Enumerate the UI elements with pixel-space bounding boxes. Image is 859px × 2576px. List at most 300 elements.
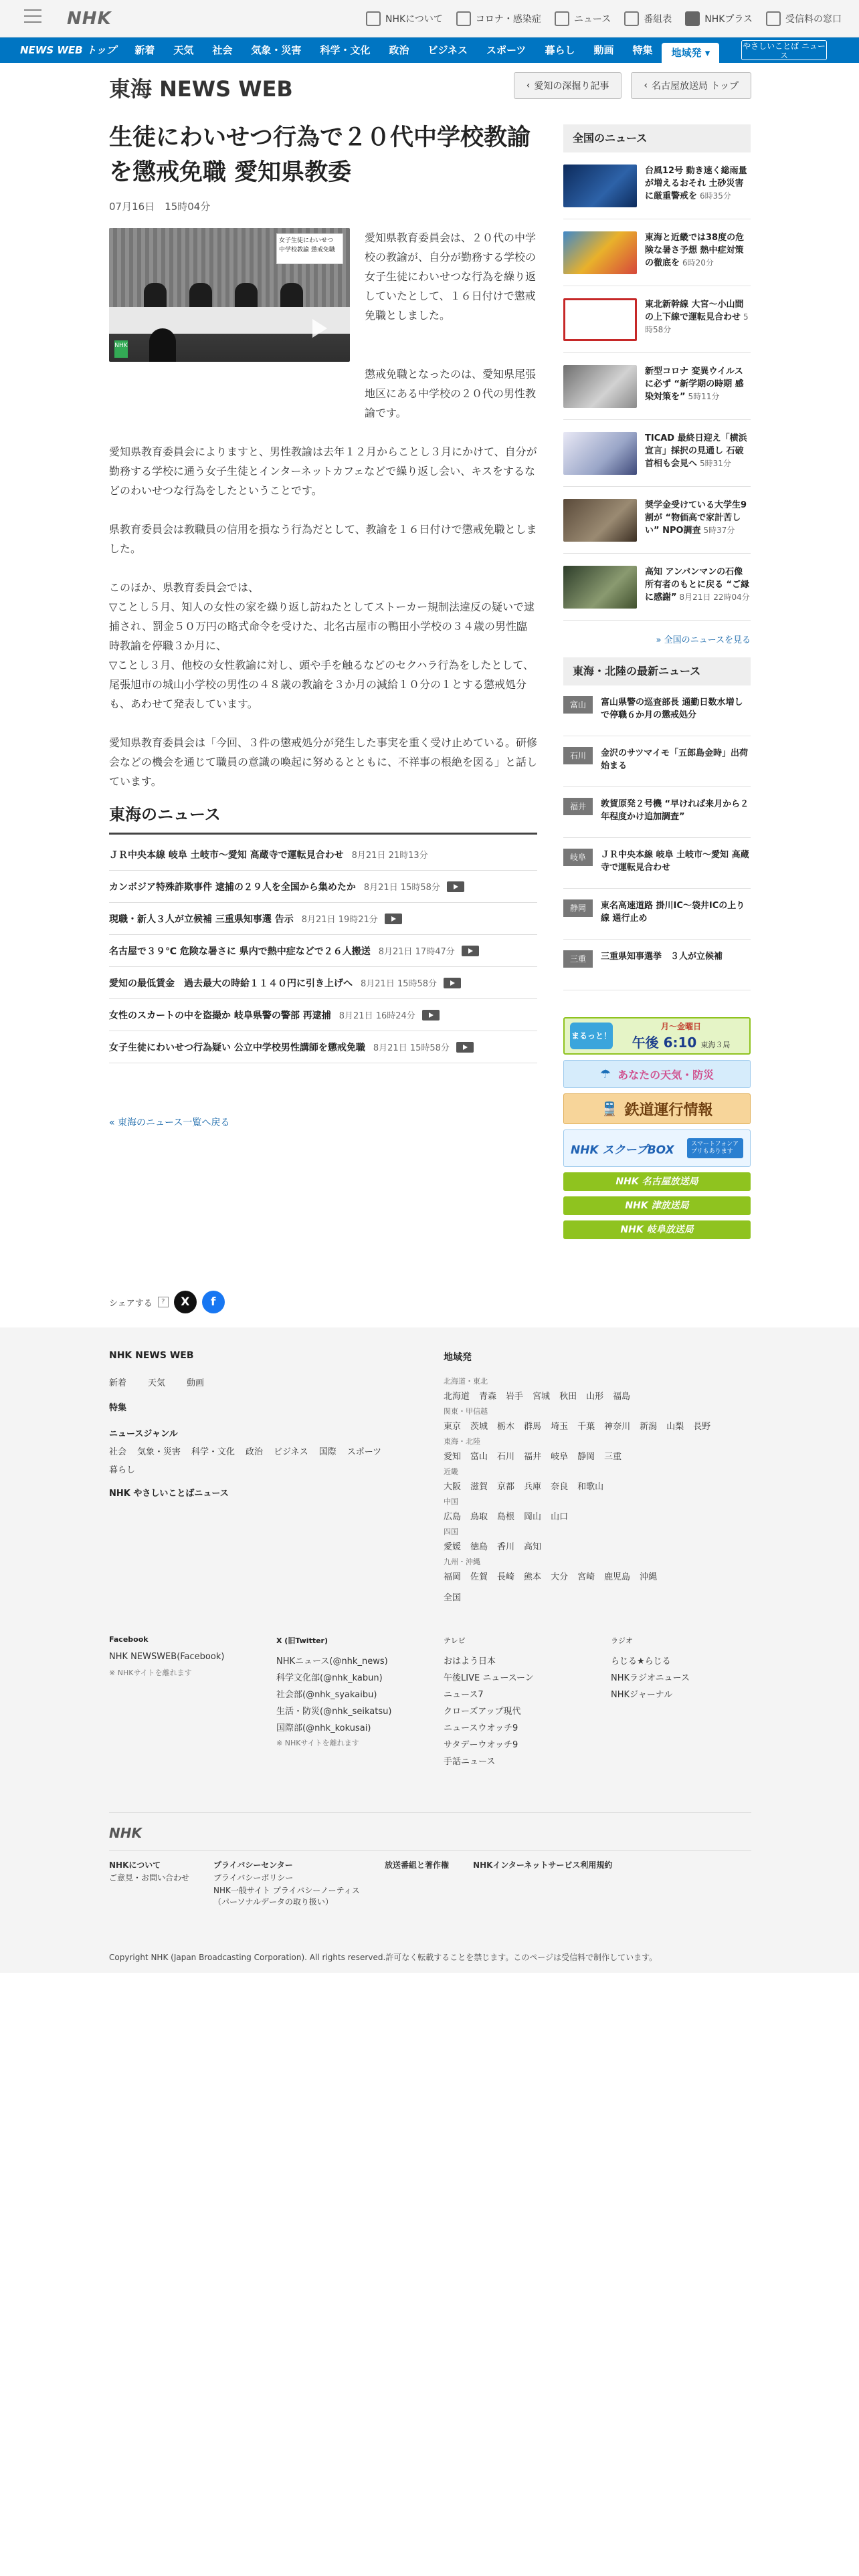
article-body: [109, 364, 537, 791]
footer-news-web: [109, 1350, 417, 1499]
national-news-date: 8月21日 22時04分: [679, 593, 750, 602]
back-link-label: 東海のニュース一覧へ戻る: [118, 1117, 230, 1128]
footer-region-block: [444, 1466, 751, 1492]
tokai-news-date: 8月21日 15時58分: [363, 883, 440, 893]
national-news-title: 東海と近畿では38度の危険な暑さ予想 熱中症対策の徹底を: [645, 233, 745, 268]
video-icon: [447, 881, 464, 892]
footer-genre-link[interactable]: スポーツ: [347, 1447, 382, 1457]
footer-pref-link[interactable]: 沖縄: [640, 1572, 658, 1582]
footer-regions: [444, 1350, 751, 1603]
video-icon: [422, 1010, 440, 1021]
footer-tv: [444, 1635, 611, 1771]
footer-region-block: [444, 1526, 751, 1552]
news-icon: [555, 11, 569, 26]
show-time-row: [618, 1032, 744, 1051]
utility-news-label: ニュース: [573, 14, 611, 25]
x-link-list: [276, 1654, 444, 1733]
footer-pref-link[interactable]: 宮崎: [577, 1572, 595, 1582]
video-icon: [462, 946, 479, 956]
tokai-news-item[interactable]: [109, 967, 537, 999]
tv-program-link[interactable]: 午後LIVE ニュースーン: [444, 1673, 534, 1683]
region-news-item[interactable]: [563, 838, 751, 889]
national-news-title: 高知 アンパンマンの石像 所有者のもとに戻る “ご縁に感謝”: [645, 567, 750, 603]
national-more-link[interactable]: » 全国のニュースを見る: [656, 635, 751, 645]
national-news-text: [645, 566, 751, 608]
nav-latest[interactable]: 新着: [134, 44, 155, 56]
footer-pref-link[interactable]: 佐賀: [470, 1572, 488, 1582]
footer-genre-list: [109, 1444, 403, 1475]
national-news-text: [645, 365, 751, 407]
show-days: 月〜金曜日: [660, 1022, 701, 1031]
footer-region-block: [444, 1406, 751, 1432]
footer-easy-news[interactable]: NHK やさしいことばニュース: [109, 1489, 229, 1499]
footer-pref-link[interactable]: 静岡: [577, 1452, 595, 1462]
nav-video[interactable]: 動画: [593, 44, 614, 56]
footer-pref-link[interactable]: 大分: [551, 1572, 569, 1582]
x-account-link[interactable]: 生活・防災(@nhk_seikatsu): [276, 1707, 392, 1717]
footer-region-prefs: [444, 1419, 751, 1432]
utility-program-guide-label: 番組表: [644, 14, 672, 25]
footer-link-latest[interactable]: 新着: [109, 1378, 127, 1388]
region-news-title: 富山県警の巡査部長 通勤日数水増しで停職６か月の懲戒処分: [601, 697, 743, 720]
tv-heading: テレビ: [444, 1636, 466, 1645]
footer-pref-link[interactable]: 香川: [497, 1542, 515, 1552]
fee-icon: [766, 11, 781, 26]
footer-pref-link[interactable]: 福岡: [444, 1572, 462, 1582]
news-thumbnail: [563, 566, 637, 609]
region-news-title: 三重県知事選挙 ３人が立候補: [601, 952, 723, 962]
footer-region-list: [444, 1376, 751, 1582]
footer-bottom-group: [213, 1859, 361, 1909]
tokai-news-title: 女性のスカートの中を盗撮か 岐阜県警の警部 再逮捕: [109, 1010, 331, 1021]
railway-banner-label: 鉄道運行情報: [624, 1101, 713, 1119]
x-heading: X (旧Twitter): [276, 1636, 328, 1645]
footer-link-nationwide[interactable]: 全国: [444, 1593, 462, 1603]
footer-pref-link[interactable]: 広島: [444, 1512, 462, 1522]
national-news-date: 6時35分: [700, 191, 731, 201]
national-news-title: 新型コロナ 変異ウイルスに必ず “新学期の時期 感染対策を”: [645, 366, 744, 402]
utility-fee[interactable]: [766, 11, 842, 26]
national-news-text: [645, 298, 751, 340]
footer-radio: [611, 1635, 751, 1771]
region-news-item[interactable]: [563, 940, 751, 990]
footer-region-block: [444, 1436, 751, 1462]
nav-top[interactable]: NEWS WEB トップ: [20, 44, 116, 56]
footer-pref-link[interactable]: 北海道: [444, 1392, 470, 1402]
footer-pref-link[interactable]: 兵庫: [524, 1482, 542, 1492]
footer-pref-link[interactable]: 山梨: [666, 1422, 684, 1432]
footer-pref-link[interactable]: 愛知: [444, 1452, 462, 1462]
x-note: ※ NHKサイトを離れます: [276, 1739, 359, 1747]
tv-program-link[interactable]: サタデーウオッチ9: [444, 1740, 518, 1750]
aichi-deep-dive-button[interactable]: [514, 72, 622, 99]
show-schedule: [618, 1021, 744, 1051]
tokai-news-item[interactable]: [109, 839, 537, 871]
footer-region-prefs: [444, 1479, 751, 1492]
article-lead-text: [365, 228, 537, 325]
video-icon: [444, 978, 461, 988]
help-icon[interactable]: ?: [158, 1297, 169, 1307]
region-news-title: 敦賀原発２号機 “早ければ来月から２年程度かけ追加調査”: [601, 799, 749, 822]
scoop-box-sub: スマートフォンアプリもあります: [687, 1138, 743, 1158]
video-sign: 女子生徒にわいせつ 中学校教諭 懲戒免職: [276, 233, 343, 264]
footer-pref-link[interactable]: 群馬: [524, 1422, 542, 1432]
tokai-news-date: 8月21日 15時58分: [361, 979, 438, 989]
global-nav: [0, 37, 859, 63]
tokai-news-date: 8月21日 19時21分: [301, 915, 378, 925]
nav-business[interactable]: ビジネス: [427, 44, 468, 56]
footer-pref-link[interactable]: 青森: [479, 1392, 497, 1402]
tv-program-link[interactable]: クローズアップ現代: [444, 1707, 521, 1717]
national-news-text: [645, 231, 751, 274]
nav-regional[interactable]: 地域発 ▾: [662, 43, 719, 63]
footer-region-prefs: [444, 1509, 751, 1522]
radio-program-link[interactable]: NHKジャーナル: [611, 1690, 673, 1700]
footer-facebook: [109, 1635, 276, 1771]
chevron-left-icon: ‹: [526, 80, 531, 91]
menu-icon[interactable]: [24, 9, 41, 25]
national-news-heading: 全国のニュース: [563, 124, 751, 152]
tokai-news-date: 8月21日 17時47分: [378, 947, 455, 957]
footer-pref-link[interactable]: 栃木: [497, 1422, 515, 1432]
lead-paragraph-2: 懲戒免職となったのは、愛知県尾張地区にある中学校の２０代の男性教諭です。: [365, 368, 537, 419]
footer-pref-link[interactable]: 長野: [693, 1422, 711, 1432]
tokai-news-item[interactable]: [109, 999, 537, 1031]
program-guide-icon: [624, 11, 639, 26]
tokai-news-title: 名古屋で３９℃ 危険な暑さに 県内で熱中症などで２６人搬送: [109, 946, 371, 957]
utility-news[interactable]: [555, 11, 611, 26]
tsu-station-banner[interactable]: NHK 津放送局: [563, 1196, 751, 1215]
footer-pref-link[interactable]: 奈良: [551, 1482, 569, 1492]
national-news-item[interactable]: [563, 286, 751, 353]
video-icon: [385, 914, 402, 924]
news-thumbnail: [563, 231, 637, 274]
footer-pref-link[interactable]: 鹿児島: [604, 1572, 631, 1582]
footer-pref-link[interactable]: 宮城: [533, 1392, 551, 1402]
nav-disaster[interactable]: 気象・災害: [251, 44, 302, 56]
national-more-label: 全国のニュースを見る: [664, 635, 751, 645]
chevron-left-icon: ‹: [644, 80, 648, 91]
x-share-icon[interactable]: X: [174, 1291, 197, 1313]
footer-bottom-link[interactable]: ご意見・お問い合わせ: [109, 1873, 190, 1883]
prefecture-badge: 福井: [563, 798, 593, 815]
nagoya-station-top-button[interactable]: [631, 72, 751, 99]
nav-special[interactable]: 特集: [632, 44, 653, 56]
footer-pref-link[interactable]: 石川: [497, 1452, 515, 1462]
tokai-news-date: 8月21日 21時13分: [351, 851, 428, 861]
article-video[interactable]: [109, 228, 350, 362]
region-news-item[interactable]: [563, 736, 751, 787]
tv-program-link[interactable]: ニュースウオッチ9: [444, 1723, 518, 1733]
footer-pref-link[interactable]: 岡山: [524, 1512, 542, 1522]
footer-genre-title: ニュースジャンル: [109, 1429, 178, 1439]
article-date: 07月16日 15時04分: [109, 201, 211, 213]
footer-pref-link[interactable]: 新潟: [640, 1422, 658, 1432]
aichi-deep-dive-label: 愛知の深掘り記事: [534, 81, 609, 92]
show-stations: 東海３局: [700, 1041, 731, 1049]
footer-pref-link[interactable]: 徳島: [470, 1542, 488, 1552]
national-news-title: 台風12号 動き速く総雨量が増えるおそれ 土砂災害に厳重警戒を: [645, 166, 747, 201]
share-label: シェアする: [109, 1298, 153, 1309]
x-account-link[interactable]: 社会部(@nhk_syakaibu): [276, 1690, 377, 1700]
national-news-text: [645, 499, 751, 541]
nav-weather[interactable]: 天気: [173, 44, 194, 56]
footer-region-area: 近畿: [444, 1467, 458, 1476]
national-news-item[interactable]: [563, 487, 751, 554]
footer-region-area: 北海道・東北: [444, 1377, 488, 1386]
radio-link-list: [611, 1654, 751, 1700]
tokai-news-title: ＪＲ中央本線 岐阜 土岐市〜愛知 高蔵寺で運転見合わせ: [109, 849, 344, 861]
nav-politics[interactable]: 政治: [389, 44, 409, 56]
umbrella-icon: ☂: [599, 1067, 611, 1081]
news-thumbnail: [563, 432, 637, 475]
utility-links: [366, 0, 842, 37]
video-icon: [456, 1042, 474, 1053]
footer-pref-link[interactable]: 京都: [497, 1482, 515, 1492]
footer-bottom-link[interactable]: NHKについて: [109, 1860, 161, 1870]
x-account-link[interactable]: 科学文化部(@nhk_kabun): [276, 1673, 383, 1683]
region-news-item[interactable]: [563, 787, 751, 838]
top-bar: [0, 0, 859, 37]
footer-pref-link[interactable]: 福島: [613, 1392, 631, 1402]
tokai-news-title: カンボジア特殊詐欺事件 逮捕の２９人を全国から集めたか: [109, 881, 356, 893]
facebook-share-icon[interactable]: f: [202, 1291, 225, 1313]
nav-science[interactable]: 科学・文化: [320, 44, 371, 56]
nhk-logo[interactable]: NHK: [67, 9, 112, 29]
banner-area: [563, 1017, 751, 1239]
footer-pref-link[interactable]: 熊本: [524, 1572, 542, 1582]
national-news-text: [645, 165, 751, 207]
paragraph-3a: このほか、県教育委員会では、: [109, 581, 260, 594]
show-logo-icon: まるっと！: [570, 1023, 613, 1049]
tv-program-link[interactable]: ニュース7: [444, 1690, 484, 1700]
footer-title[interactable]: NHK NEWS WEB: [109, 1350, 194, 1361]
national-news-item[interactable]: [563, 353, 751, 420]
footer-pref-link[interactable]: 岐阜: [551, 1452, 569, 1462]
footer-bottom-link[interactable]: NHKインターネットサービス利用規約: [473, 1860, 613, 1870]
footer-pref-link[interactable]: 鳥取: [470, 1512, 488, 1522]
footer-bottom-link[interactable]: プライバシーセンター: [213, 1860, 293, 1870]
news-thumbnail: [563, 165, 637, 207]
tokai-news-list: [109, 839, 537, 1063]
national-news-item[interactable]: [563, 152, 751, 219]
scoop-box-banner[interactable]: [563, 1130, 751, 1167]
footer-bottom-group: [473, 1859, 612, 1909]
national-news-item[interactable]: [563, 420, 751, 487]
train-icon: 🚆: [601, 1101, 618, 1117]
footer-link-special[interactable]: 特集: [109, 1403, 127, 1413]
footer-link-video[interactable]: 動画: [187, 1378, 205, 1388]
footer-pref-link[interactable]: 滋賀: [470, 1482, 488, 1492]
x-account-link[interactable]: NHKニュース(@nhk_news): [276, 1656, 388, 1667]
copyright: Copyright NHK (Japan Broadcasting Corporation). All rights reserved.許可なく転載することを禁じます。このページは受信料で制作しています。: [109, 1953, 658, 1962]
footer-bottom-group: [385, 1859, 449, 1909]
utility-about-label: NHKについて: [385, 14, 443, 25]
footer-genre-link[interactable]: 気象・災害: [137, 1447, 181, 1457]
video-foreground: [149, 328, 176, 362]
tokai-news-title: 愛知の最低賃金 過去最大の時給１１４０円に引き上げへ: [109, 978, 353, 989]
footer-pref-link[interactable]: 高知: [524, 1542, 542, 1552]
radio-program-link[interactable]: NHKラジオニュース: [611, 1673, 690, 1683]
footer-pref-link[interactable]: 秋田: [559, 1392, 577, 1402]
tv-link-list: [444, 1654, 611, 1767]
sidebar: [563, 124, 751, 1245]
footer-bottom-link[interactable]: 放送番組と著作権: [385, 1860, 450, 1870]
region-news-list: [563, 685, 751, 990]
tokai-news-date: 8月21日 15時58分: [373, 1043, 450, 1053]
region-news-item[interactable]: [563, 685, 751, 736]
tokai-news-item[interactable]: [109, 903, 537, 935]
paragraph-1: 愛知県教育委員会によりますと、男性教諭は去年１２月からことし３月にかけて、自分が勤務する学校に通う女子生徒とインターネットカフェなどで繰り返し会い、キスをするなどのわいせつな行為をしたということです。: [109, 445, 537, 497]
tv-program-link[interactable]: おはよう日本: [444, 1656, 496, 1667]
utility-program-guide[interactable]: [624, 11, 672, 26]
footer-region-prefs: [444, 1570, 751, 1582]
utility-about[interactable]: [366, 11, 443, 26]
weather-banner-label: あなたの天気・防災: [617, 1068, 714, 1081]
utility-nhkplus-label: NHKプラス: [704, 14, 753, 25]
tokai-news-title: 東海のニュース: [109, 801, 537, 835]
footer-nhk-logo[interactable]: NHK: [109, 1825, 142, 1841]
national-news-date: 5時31分: [700, 459, 731, 468]
footer-genre-link[interactable]: 政治: [246, 1447, 264, 1457]
virus-icon: [456, 11, 471, 26]
footer-pref-link[interactable]: 山形: [586, 1392, 604, 1402]
footer-top-links: [109, 1376, 417, 1388]
tv-program-link[interactable]: 手話ニュース: [444, 1757, 496, 1767]
facebook-heading: Facebook: [109, 1635, 149, 1644]
footer-genre-link[interactable]: 社会: [109, 1447, 127, 1457]
footer-region-block: [444, 1496, 751, 1522]
national-news-item[interactable]: [563, 554, 751, 621]
footer-pref-link[interactable]: 大阪: [444, 1482, 462, 1492]
footer-pref-link[interactable]: 岩手: [506, 1392, 524, 1402]
prefecture-badge: 富山: [563, 696, 593, 714]
region-news-title: ＪＲ中央本線 岐阜 土岐市〜愛知 高蔵寺で運転見合わせ: [601, 850, 749, 873]
paragraph-3: [109, 578, 537, 714]
footer-pref-link[interactable]: 島根: [497, 1512, 515, 1522]
footer-region-area: 四国: [444, 1527, 458, 1536]
footer-pref-link[interactable]: 和歌山: [577, 1482, 604, 1492]
national-news-date: 5時37分: [703, 526, 735, 535]
footer-genre-link[interactable]: ビジネス: [274, 1447, 308, 1457]
nav-sports[interactable]: スポーツ: [486, 44, 527, 56]
tokai-news-item[interactable]: [109, 1031, 537, 1063]
utility-corona[interactable]: [456, 11, 541, 26]
footer-pref-link[interactable]: 千葉: [577, 1422, 595, 1432]
news-thumbnail: [563, 499, 637, 542]
footer-pref-link[interactable]: 富山: [470, 1452, 488, 1462]
footer-region-block: [444, 1376, 751, 1402]
footer-region-area: 関東・甲信越: [444, 1407, 488, 1416]
section-title: 東海 NEWS WEB: [109, 76, 293, 102]
tokai-news-item[interactable]: [109, 871, 537, 903]
footer-bottom: [109, 1812, 751, 1963]
footer-bottom-group: [109, 1859, 189, 1909]
paragraph-2: 県教育委員会は教職員の信用を損なう行為だとして、教諭を１６日付けで懲戒免職としました。: [109, 523, 537, 555]
prefecture-badge: 静岡: [563, 899, 593, 917]
railway-banner[interactable]: [563, 1093, 751, 1124]
footer-genre-link[interactable]: 暮らし: [109, 1465, 136, 1475]
tokai-show-banner[interactable]: [563, 1017, 751, 1055]
tokai-news-title: 現職・新人３人が立候補 三重県知事選 告示: [109, 914, 294, 925]
radio-program-link[interactable]: らじる★らじる: [611, 1656, 671, 1667]
weather-banner[interactable]: [563, 1060, 751, 1088]
radio-heading: ラジオ: [611, 1636, 633, 1645]
footer-social: [109, 1635, 751, 1771]
footer-region-area: 中国: [444, 1497, 458, 1506]
footer: [0, 1327, 859, 1973]
nagoya-station-top-label: 名古屋放送局 トップ: [651, 81, 739, 92]
news-thumbnail: [563, 298, 637, 341]
utility-nhkplus[interactable]: [685, 11, 753, 26]
footer-genre-link[interactable]: 科学・文化: [191, 1447, 235, 1457]
region-news-title: 金沢のサツマイモ「五郎島金時」出荷始まる: [601, 748, 748, 771]
info-icon: [366, 11, 381, 26]
national-news-date: 6時20分: [682, 258, 714, 267]
footer-genre-link[interactable]: 国際: [318, 1447, 337, 1457]
article: [109, 120, 537, 811]
footer-region-title: 地域発: [444, 1352, 472, 1363]
footer-link-weather[interactable]: 天気: [148, 1378, 166, 1388]
facebook-note: ※ NHKサイトを離れます: [109, 1669, 192, 1677]
easy-news-button[interactable]: やさしいことば ニュース: [741, 40, 827, 60]
nhkplus-icon: [685, 11, 700, 26]
footer-pref-link[interactable]: 愛媛: [444, 1542, 462, 1552]
footer-pref-link[interactable]: 東京: [444, 1422, 462, 1432]
paragraph-3c: ▽ことし３月、他校の女性教諭に対し、頭や手を触るなどのセクハラ行為をしたとして、尾張旭市の城山小学校の男性の４８歳の教諭を３か月の減給１０分の１とする懲戒処分も、あわせて発表しています。: [109, 659, 535, 710]
play-icon[interactable]: [312, 319, 327, 338]
share-bar: [109, 1291, 225, 1313]
national-news-item[interactable]: [563, 219, 751, 286]
footer-pref-link[interactable]: 茨城: [470, 1422, 488, 1432]
footer-pref-link[interactable]: 山口: [551, 1512, 569, 1522]
footer-pref-link[interactable]: 埼玉: [551, 1422, 569, 1432]
back-to-tokai-list-link[interactable]: « 東海のニュース一覧へ戻る: [109, 1117, 230, 1128]
national-news-title: 奨学金受けている大学生9割が “物価高で家計苦しい” NPO調査: [645, 500, 747, 536]
nav-society[interactable]: 社会: [212, 44, 233, 56]
region-news-item[interactable]: [563, 889, 751, 940]
facebook-link[interactable]: NHK NEWSWEB(Facebook): [109, 1652, 225, 1662]
footer-pref-link[interactable]: 神奈川: [604, 1422, 631, 1432]
x-account-link[interactable]: 国際部(@nhk_kokusai): [276, 1723, 371, 1733]
nav-life[interactable]: 暮らし: [545, 44, 575, 56]
video-badge-icon: NHK: [114, 340, 128, 358]
footer-pref-link[interactable]: 長崎: [497, 1572, 515, 1582]
gifu-station-banner[interactable]: NHK 岐阜放送局: [563, 1220, 751, 1239]
national-news-list: [563, 152, 751, 621]
national-news-date: 5時11分: [688, 392, 720, 401]
nagoya-station-banner[interactable]: NHK 名古屋放送局: [563, 1172, 751, 1191]
scoop-box-label: NHK スクープBOX: [571, 1143, 674, 1157]
footer-bottom-link[interactable]: NHK一般サイト プライバシーノーティス（パーソナルデータの取り扱い）: [213, 1886, 360, 1907]
footer-pref-link[interactable]: 三重: [604, 1452, 622, 1462]
footer-bottom-link[interactable]: プライバシーポリシー: [213, 1873, 294, 1883]
section-buttons: [514, 72, 751, 99]
footer-bottom-links: [109, 1850, 751, 1909]
utility-corona-label: コロナ・感染症: [475, 14, 541, 25]
footer-pref-link[interactable]: 福井: [524, 1452, 542, 1462]
tokai-news-item[interactable]: [109, 935, 537, 967]
footer-region-prefs: [444, 1539, 751, 1552]
news-thumbnail: [563, 365, 637, 408]
footer-region-prefs: [444, 1449, 751, 1462]
footer-x: [276, 1635, 444, 1771]
prefecture-badge: 岐阜: [563, 849, 593, 866]
national-news-title: TICAD 最終日迎え「横浜宣言」採択の見通し 石破首相も会見へ: [645, 433, 747, 469]
tokai-news-title: 女子生徒にわいせつ行為疑い 公立中学校男性講師を懲戒免職: [109, 1042, 365, 1053]
paragraph-3b: ▽ことし５月、知人の女性の家を繰り返し訪ねたとしてストーカー規制法違反の疑いで逮捕され、罰金５０万円の略式命令を受けた、北名古屋市の鴨田小学校の３４歳の男性臨時教諭を停職３か月に、: [109, 601, 535, 652]
tokai-news-date: 8月21日 16時24分: [339, 1011, 415, 1021]
